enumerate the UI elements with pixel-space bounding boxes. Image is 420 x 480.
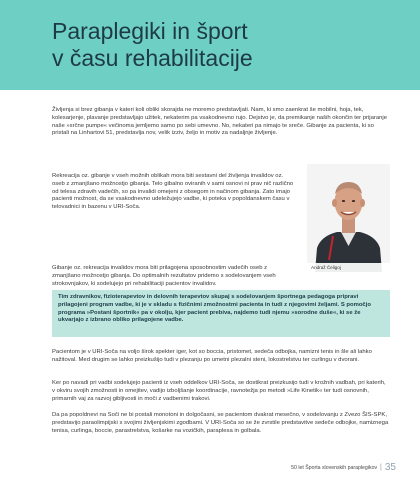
page-number: 35	[384, 462, 396, 473]
paragraph-intro: Življenja si brez gibanja v kateri koli obliki skorajda ne moremo predstavljati. Nam, ki smo zaenkrat še mobilni, hoja, tek, kolesarjenje, plavanje predstavljajo užitek, nekaterim pa vsakodnevno rujo. Dejstvo je, da premikanje naših okončin ter prijaranje naše »srčne pumpe« večinoma jemljemo samo po sebi umevno. No, nekateri pa nimajo te sreče. Gibanje za pacienta, ki so pristali na Linhartovi 51, predstavlja nov, velik izziv, željo in motiv za nadaljnje življenje.	[52, 107, 387, 137]
highlight-text: Tim zdravnikov, fizioterapevtov in delovnih terapevtov skupaj s sodelovanjem športnega pedagoga pripravi prilagojeni program vadbe, ki je v skladu s fizičnimi zmožnostmi pacienta in tudi z njegovimi željami. S pomočjo programa »Postani športnik« pa v okolju, kjer pacient prebiva, najdemo tudi njemu »sorodne duše«, ki se že ukvarjajo z izbrano obliko prilagojene vadbe.	[58, 294, 371, 324]
footer-separator: |	[380, 463, 382, 471]
title-line-2: v času rehabilitacije	[52, 45, 253, 71]
paragraph-afternoons: Da pa popoldnevi na Soči ne bi postali monotoni in dolgočasni, se pacientom dvakrat mesečno, v sodelovanju z Zvezo ŠIS-SPK, predstavijo paraolimpijski s svojimi življenjskimi zgodbami. V URI-Soča so se že zvrstile predstavitve sedeče odbojke, namiznega tenisa, curlinga, boccie, parastrelstva, košarke na vozičkih, paraplesa in golbala.	[52, 412, 389, 434]
portrait-photo	[307, 164, 390, 272]
page-title	[52, 18, 253, 72]
page-footer	[291, 462, 396, 473]
portrait-illustration	[307, 164, 390, 272]
title-line-1: Paraplegiki in šport	[52, 18, 248, 44]
paragraph-adaptation: Gibanje oz. rekreacija invalidov mora biti prilagojena sposobnostim vadečih oseb z zmanjšano možnostjo gibanja. Do optimalnih rezultatov pridemo s sodelovanjem vseh strokovnjakov, ki sodelujejo pri rehabilitaciji pacientov invalidov.	[52, 265, 276, 287]
paragraph-circuit-training: Ker po navadi pri vadbi sodelujejo pacienti iz vseh oddelkov URI-Soča, se dostikrat preizkusijo tudi v krožnih vadbah, pri katerih, v okviru svojih zmožnosti in omejitev, vadijo izboljšanje koordinacije, ravnotežja po metodi »Life Kinetik« ter tudi osnovnih, primarnih vaj za razvoj gibljivosti in moči z vadbenimi trakovi.	[52, 380, 386, 402]
highlight-box	[52, 290, 390, 337]
header-banner	[0, 0, 420, 90]
photo-caption: Andraž Čeligoj	[307, 263, 390, 272]
footer-publication: 50 let Športa slovenskih paraplegikov	[291, 464, 378, 471]
paragraph-recreation: Rekreacija oz. gibanje v vseh možnih oblikah mora biti sestavni del življenja invalidov oz. oseb z zmanjšano možnostjo gibanja. Telo gibalno oviranih v sami osnovi ni prav nič različno od telesa zdravih vadečih, so pa invalidi omejeni z obsegom in načinom gibanja. Zato imajo pacienti možnost, da se vsakodnevno udeležujejo vadbe, ki poteka v popoldanskem času v telovadnici in bazenu v URI-Soča.	[52, 173, 294, 211]
paragraph-sports: Pacientom je v URI-Soča na voljo širok spekter iger, kot so boccia, pristomet, sedeča odbojka, namizni tenis in šle ali lahko nažitoval. Med drugim se lahko preizkušijo tudi v plezanju po umetni plezalni steni, lokostrelstvu ter curlingu v dvorani.	[52, 349, 372, 363]
